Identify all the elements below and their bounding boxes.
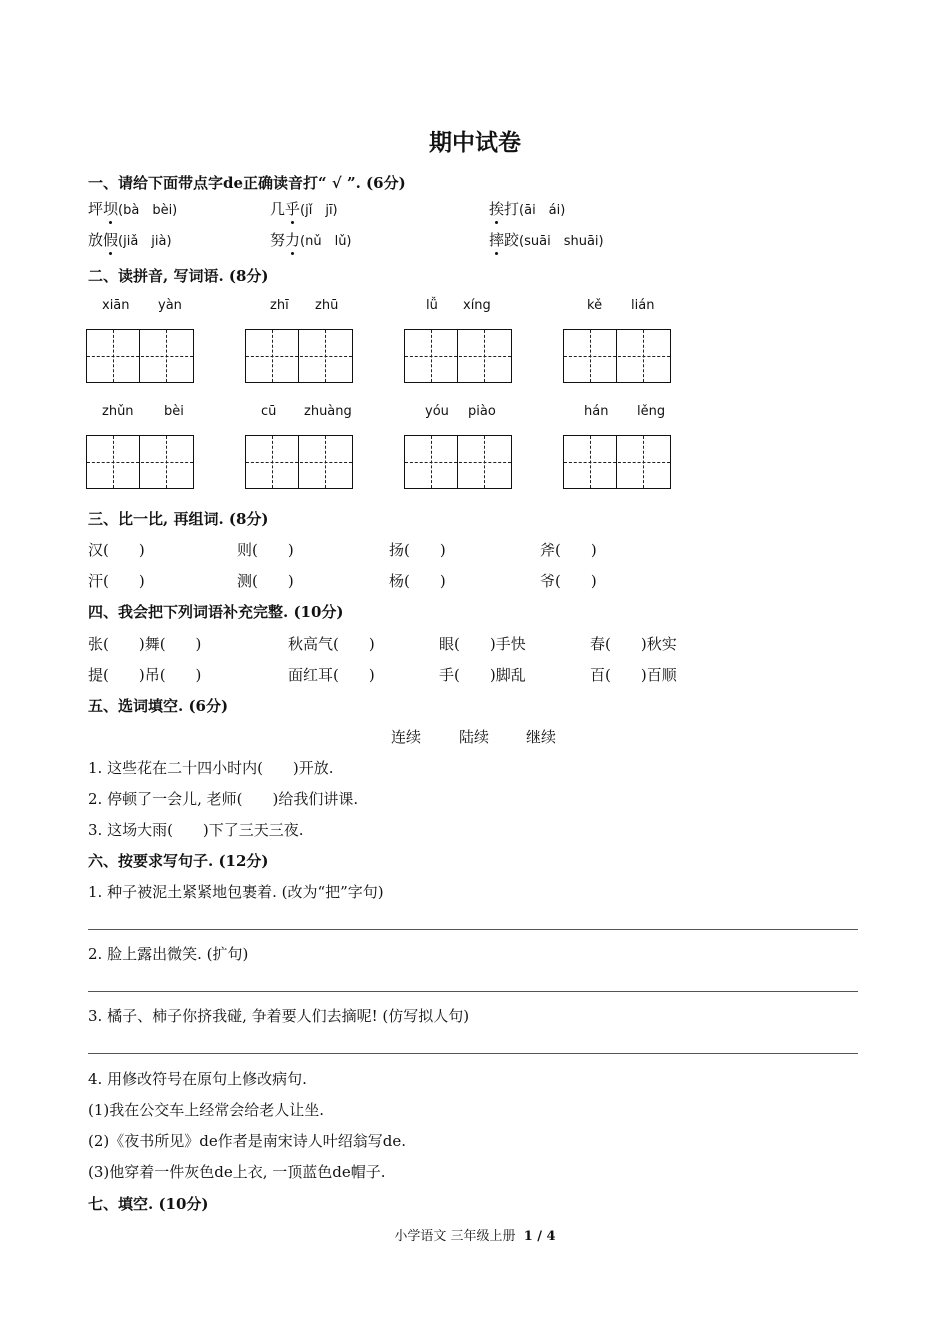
- s3-item: 测( ): [237, 572, 294, 590]
- pinyin: hán: [584, 404, 609, 419]
- s6-question-4a: (1)我在公交车上经常会给老人让坐.: [88, 1101, 325, 1119]
- answer-line[interactable]: [88, 991, 858, 992]
- s4-item: 眼( )手快: [439, 635, 526, 653]
- pinyin: lǚ: [426, 298, 438, 313]
- pinyin: piào: [468, 404, 496, 419]
- s5-question-3: 3. 这场大雨( )下了三天三夜.: [88, 821, 304, 839]
- pinyin: yóu: [425, 404, 449, 419]
- pinyin: zhū: [315, 298, 339, 313]
- s6-question-1: 1. 种子被泥土紧紧地包裹着. (改为“把”字句): [88, 883, 384, 901]
- s4-item: 面红耳( ): [288, 666, 375, 684]
- pinyin: zhī: [270, 298, 289, 313]
- s4-item: 春( )秋实: [590, 635, 677, 653]
- word-choice: 继续: [526, 728, 557, 746]
- s1-item-5: 努力(nǔ lǔ): [270, 231, 352, 249]
- s6-question-3: 3. 橘子、柿子你挤我碰, 争着要人们去摘呢! (仿写拟人句): [88, 1007, 470, 1025]
- footer-subject: 小学语文 三年级上册: [394, 1229, 516, 1244]
- s1-item-1: 坪坝(bà bèi): [88, 200, 178, 218]
- section-7-heading: 七、填空. (10分): [88, 1195, 209, 1213]
- s3-item: 杨( ): [389, 572, 446, 590]
- pinyin: kě: [587, 298, 603, 313]
- s6-question-2: 2. 脸上露出微笑. (扩句): [88, 945, 249, 963]
- page-number: 1 / 4: [523, 1229, 556, 1244]
- writing-grid[interactable]: [86, 435, 194, 489]
- s4-item: 秋高气( ): [288, 635, 375, 653]
- word-choice: 陆续: [459, 728, 490, 746]
- s5-question-1: 1. 这些花在二十四小时内( )开放.: [88, 759, 334, 777]
- page-footer: [0, 1225, 950, 1244]
- writing-grid[interactable]: [245, 435, 353, 489]
- s4-item: 张( )舞( ): [88, 635, 202, 653]
- writing-grid[interactable]: [404, 435, 512, 489]
- s4-item: 手( )脚乱: [439, 666, 526, 684]
- s1-item-6: 摔跤(suāi shuāi): [489, 231, 604, 249]
- pinyin: zhǔn: [102, 404, 134, 419]
- pinyin: zhuàng: [304, 404, 352, 419]
- pinyin: xiān: [102, 298, 130, 313]
- pinyin: yàn: [158, 298, 182, 313]
- writing-grid[interactable]: [245, 329, 353, 383]
- pinyin: xíng: [463, 298, 491, 313]
- s3-item: 汉( ): [88, 541, 145, 559]
- answer-line[interactable]: [88, 929, 858, 930]
- s3-item: 汗( ): [88, 572, 145, 590]
- s3-item: 斧( ): [540, 541, 597, 559]
- page-title: 期中试卷: [429, 129, 521, 156]
- s6-question-4: 4. 用修改符号在原句上修改病句.: [88, 1070, 307, 1088]
- s5-question-2: 2. 停顿了一会儿, 老师( )给我们讲课.: [88, 790, 359, 808]
- section-4-heading: 四、我会把下列词语补充完整. (10分): [88, 603, 344, 621]
- s6-question-4c: (3)他穿着一件灰色de上衣, 一顶蓝色de帽子.: [88, 1163, 386, 1181]
- s1-item-4: 放假(jiǎ jià): [88, 231, 172, 249]
- s4-item: 提( )吊( ): [88, 666, 202, 684]
- word-choice: 连续: [391, 728, 422, 746]
- writing-grid[interactable]: [404, 329, 512, 383]
- pinyin: bèi: [164, 404, 184, 419]
- section-1-heading: 一、请给下面带点字de正确读音打“ √ ”. (6分): [88, 174, 406, 192]
- s3-item: 爷( ): [540, 572, 597, 590]
- pinyin: cū: [261, 404, 277, 419]
- writing-grid[interactable]: [563, 329, 671, 383]
- s3-item: 则( ): [237, 541, 294, 559]
- writing-grid[interactable]: [563, 435, 671, 489]
- section-6-heading: 六、按要求写句子. (12分): [88, 852, 269, 870]
- answer-line[interactable]: [88, 1053, 858, 1054]
- section-2-heading: 二、读拼音, 写词语. (8分): [88, 267, 269, 285]
- s3-item: 扬( ): [389, 541, 446, 559]
- s6-question-4b: (2)《夜书所见》de作者是南宋诗人叶绍翁写de.: [88, 1132, 406, 1150]
- s1-item-3: 挨打(āi ái): [489, 200, 566, 218]
- s1-item-2: 几乎(jǐ jī): [270, 200, 338, 218]
- writing-grid[interactable]: [86, 329, 194, 383]
- section-5-heading: 五、选词填空. (6分): [88, 697, 229, 715]
- pinyin: lián: [631, 298, 655, 313]
- s4-item: 百( )百顺: [590, 666, 677, 684]
- pinyin: lěng: [637, 404, 666, 419]
- section-3-heading: 三、比一比, 再组词. (8分): [88, 510, 269, 528]
